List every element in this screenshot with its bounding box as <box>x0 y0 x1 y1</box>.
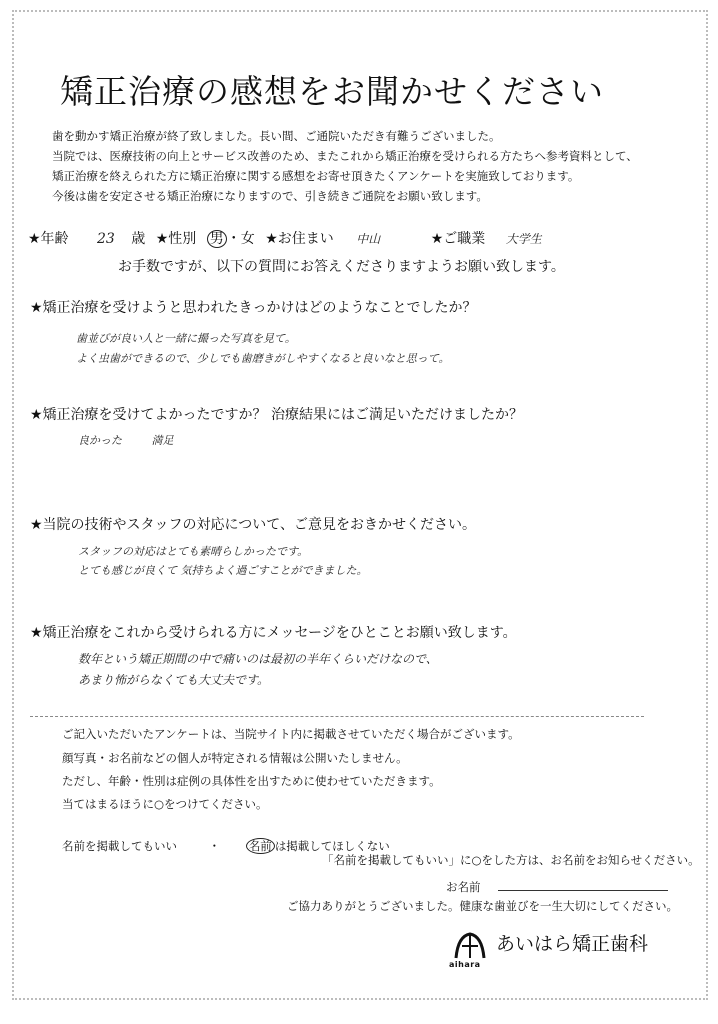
name-label: お名前 <box>446 880 481 894</box>
thanks-text: ご協力ありがとうございました。健康な歯並びを一生大切にしてください。 <box>287 899 678 913</box>
question-4: ★矯正治療をこれから受けられる方にメッセージをひとことお願い致します。 <box>30 625 517 641</box>
question-2: ★矯正治療を受けてよかったですか？ 治療結果にはご満足いただけましたか？ <box>30 407 523 423</box>
name-input-line[interactable] <box>498 876 668 891</box>
intro-line-2: 当院では、医療技術の向上とサービス改善のため、またこれから矯正治療を受けられる方たちへ参考資料として、 <box>52 149 638 163</box>
respondent-info <box>28 228 548 248</box>
answer-4-line-1: 数年という矯正期間の中で痛いのは最初の半年くらいだけなので、 <box>78 652 438 666</box>
answer-4-line-2: あまり怖がらなくても大丈夫です。 <box>78 673 270 687</box>
answer-1-line-1: 歯並びが良い人と一緒に撮った写真を見て。 <box>76 332 296 345</box>
age-label: ★年齢 <box>28 231 69 247</box>
consent-option-yes[interactable]: 名前を掲載してもいい <box>62 839 177 853</box>
job-value[interactable]: 大学生 <box>505 232 542 246</box>
intro-line-3: 矯正治療を終えられた方に矯正治療に関する感想をお寄せ頂きたくアンケートを実施致しております。 <box>52 169 580 183</box>
request-text: お手数ですが、以下の質問にお答えくださりますようお願い致します。 <box>118 259 565 275</box>
clinic-name: あいはら矯正歯科 <box>496 933 649 955</box>
address-label: ★お住まい <box>265 231 334 247</box>
job-label: ★ご職業 <box>430 231 486 247</box>
address-value[interactable]: 中山 <box>356 232 381 246</box>
consent-no-text: は掲載してほしくない <box>274 839 390 853</box>
section-divider <box>30 716 644 717</box>
consent-separator: ・ <box>208 839 221 853</box>
age-value[interactable]: 23 <box>97 231 115 247</box>
sex-male-circled[interactable]: 男 <box>207 230 227 248</box>
age-unit: 歳 <box>131 231 146 247</box>
note-line-4: 当てはまるほうに○をつけてください。 <box>62 797 268 811</box>
clinic-logo-icon <box>452 928 488 964</box>
question-3: ★当院の技術やスタッフの対応について、ご意見をおきかせください。 <box>30 517 476 533</box>
sex-female[interactable]: 女 <box>240 231 255 247</box>
intro-line-4: 今後は歯を安定させる矯正治療になりますので、引き続きご通院をお願い致します。 <box>52 189 488 203</box>
page-title: 矯正治療の感想をお聞かせください <box>60 72 604 111</box>
name-field <box>446 876 668 895</box>
note-line-3: ただし、年齢・性別は症例の具体性を出すために使わせていただきます。 <box>62 774 441 788</box>
clinic-logo-sub: aihara <box>449 960 481 969</box>
name-request: 「名前を掲載してもいい」に○をした方は、お名前をお知らせください。 <box>322 853 700 867</box>
intro-line-1: 歯を動かす矯正治療が終了致しました。長い間、ご通院いただき有難うございました。 <box>52 129 501 143</box>
sex-label: ★性別 <box>155 231 197 247</box>
question-1: ★矯正治療を受けようと思われたきっかけはどのようなことでしたか？ <box>30 300 477 316</box>
answer-3-line-1: スタッフの対応はとても素晴らしかったです。 <box>78 545 309 558</box>
note-line-1: ご記入いただいたアンケートは、当院サイト内に掲載させていただく場合がございます。 <box>62 727 520 741</box>
answer-1-line-2: よく虫歯ができるので、少しでも歯磨きがしやすくなると良いなと思って。 <box>76 352 450 365</box>
consent-no-circle-mark: 名前 <box>246 838 275 854</box>
sex-separator: ・ <box>226 231 241 247</box>
note-line-2: 顔写真・お名前などの個人が特定される情報は公開いたしません。 <box>62 751 408 765</box>
answer-2-line-1: 良かった 満足 <box>78 434 174 447</box>
answer-3-line-2: とても感じが良くて 気持ちよく過ごすことができました。 <box>78 564 368 577</box>
